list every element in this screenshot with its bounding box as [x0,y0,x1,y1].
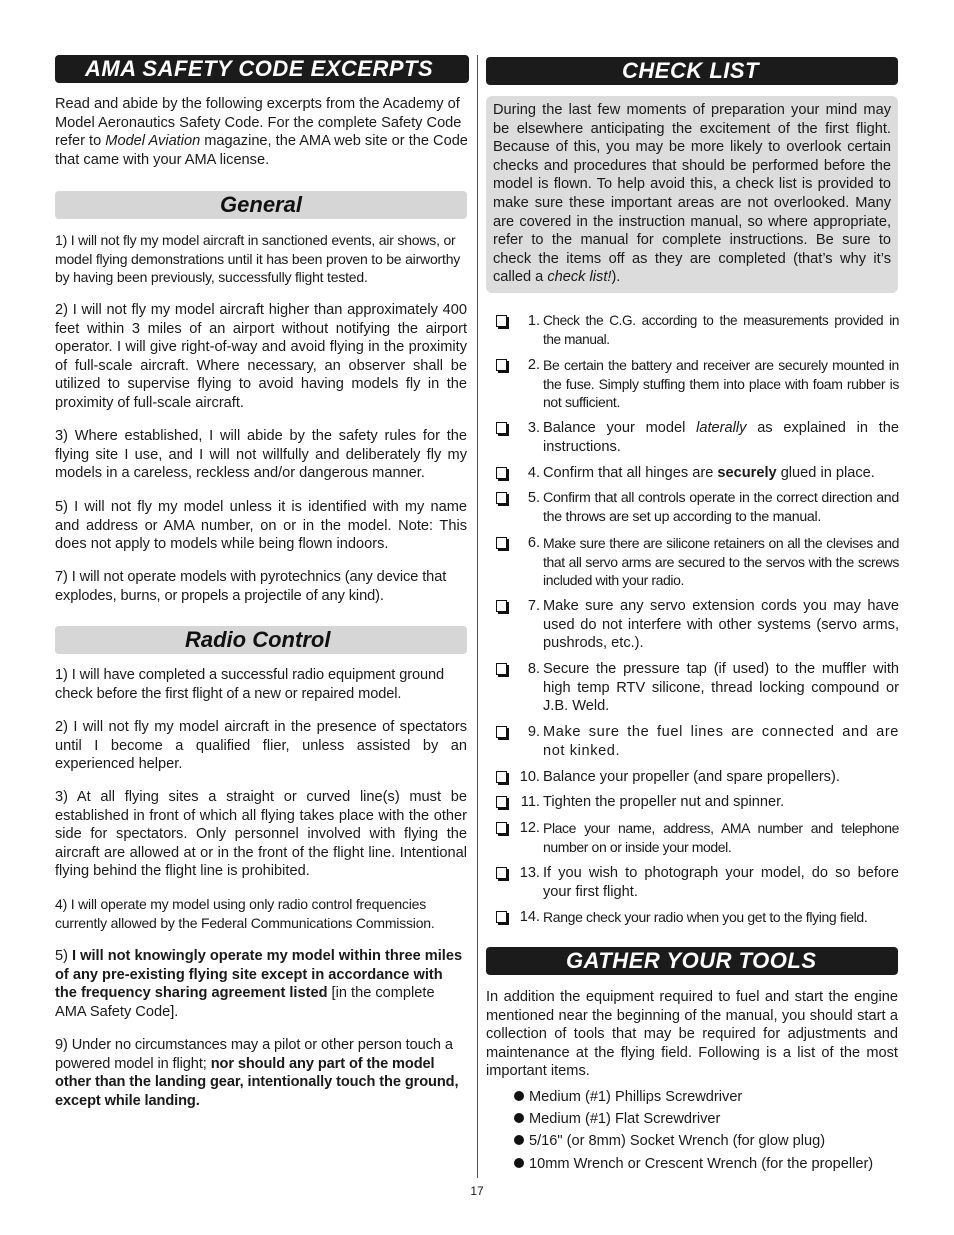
item-number: 11. [520,794,540,810]
item-number: 7. [527,598,540,614]
item-number: 2. [527,357,540,373]
item-text: Check the C.G. according to the measurements provided in the manual. [543,313,899,347]
tool-item-text: 10mm Wrench or Crescent Wrench (for the propeller) [529,1156,874,1172]
item-number: 3. [527,420,540,436]
item-number: 10. [519,769,540,785]
item-number: 8. [527,661,540,677]
item-text-emphasis: laterally [696,420,747,436]
bullet-icon [514,1113,524,1123]
checkbox-icon[interactable] [496,796,507,808]
item-text-pre: Balance your model [543,420,697,436]
checkbox-icon[interactable] [496,537,507,549]
item-text: Make sure the fuel lines are connected and are not kinked. [543,724,899,759]
item-text-post: glued in place. [776,465,875,481]
bullet-icon [514,1158,524,1168]
check-list-intro-text: During the last few moments of preparation your mind may be elsewhere anticipating the excitement of the first flight. Because of this, you may be more likely to overlook certain checks and procedures that should be performed before the model is flown. To help avoid this, a check list is provided to make sure these important areas are not overlooked. Many are covered in the instruction manual, so where appropriate, refer to the manual for complete instructions. Be sure to check the items off as they are completed (that’s why it’s called a [493,102,891,286]
item-text: Place your name, address, AMA number and telephone number on or inside your model. [543,820,899,855]
radio-rule-4: 4) I will operate my model using only radio control frequencies currently allowed by the Federal Communications Commission. [55,896,435,931]
checkbox-icon[interactable] [496,359,507,371]
item-text-pre: Confirm that all hinges are [543,465,718,481]
checkbox-icon[interactable] [496,867,507,879]
item-text-post: as explained in the instructions. [543,420,899,455]
item-number: 13. [519,865,540,881]
tool-item [514,1110,720,1129]
general-rule-1: 1) I will not fly my model aircraft in sanctioned events, air shows, or model flying demonstrations until it has been proven to be airworthy by having been previously, successfully flight tested. [55,232,461,286]
tools-intro: In addition the equipment required to fuel and start the engine mentioned near the beginning of the manual, you should start a collection of tools that may be required for adjustments and maintenance at the flying field. Following is a list of the most important items. [486,989,898,1080]
item-text [543,419,899,456]
item-text: Be certain the battery and receiver are securely mounted in the fuse. Simply stuffing them into place with foam rubber is not sufficient. [543,357,899,411]
tool-item-text: Medium (#1) Flat Screwdriver [529,1111,721,1127]
radio-rule-9-bold: nor should any part of the model other than the landing gear, intentionally touch the ground, except while landing. [55,1055,459,1109]
tool-item [514,1088,742,1107]
item-text: Make sure any servo extension cords you may have used do not interfere with other systems (servo arms, pushrods, etc.). [543,598,899,652]
ama-intro-text: Read and abide by the following excerpts from the Academy of Model Aeronautics Safety Code. For the complete Safety Code refer to [55,96,462,150]
tool-item-text: Medium (#1) Phillips Screwdriver [529,1089,743,1105]
item-text [543,464,899,483]
tool-item [514,1155,873,1174]
radio-rule-5 [55,947,467,1021]
checkbox-icon[interactable] [496,822,507,834]
item-number: 1. [527,313,540,329]
checkbox-icon[interactable] [496,422,507,434]
column-divider [477,55,478,1178]
general-rule-7: 7) I will not operate models with pyrotechnics (any device that explodes, burns, or propels a projectile of any kind). [55,569,447,604]
bullet-icon [514,1091,524,1101]
checkbox-icon[interactable] [496,492,507,504]
radio-rule-9-text: 9) Under no circumstances may a pilot or other person touch a powered model in flight; [55,1037,453,1072]
item-text: Balance your propeller (and spare propellers). [543,769,840,785]
item-number: 12. [519,820,540,836]
tool-item [514,1132,825,1151]
item-text: Secure the pressure tap (if used) to the muffler with high temp RTV silicone, thread locking compound or J.B. Weld. [543,661,899,715]
radio-rule-9 [55,1036,469,1110]
general-header: General [55,191,467,219]
item-text-bold: securely [717,465,777,481]
checkbox-icon[interactable] [496,315,507,327]
page-number: 17 [470,1184,484,1198]
item-number: 5. [527,490,540,506]
radio-rule-2: 2) I will not fly my model aircraft in the presence of spectators until I become a qualified flier, unless assisted by an experienced helper. [55,719,467,773]
checkbox-icon[interactable] [496,771,507,783]
checkbox-icon[interactable] [496,726,507,738]
item-text: If you wish to photograph your model, do so before your first flight. [543,865,899,900]
bullet-icon [514,1135,524,1145]
checkbox-icon[interactable] [496,663,507,675]
check-list-intro-end: ). [611,269,621,286]
item-number: 6. [527,535,540,551]
check-list-emphasis: check list! [547,269,612,286]
general-rule-3: 3) Where established, I will abide by the safety rules for the flying site I use, and I will not willfully and deliberately fly my models in a careless, reckless and/or dangerous manner. [55,428,467,482]
tool-item-text: 5/16" (or 8mm) Socket Wrench (for glow plug) [529,1133,826,1149]
item-text: Confirm that all controls operate in the correct direction and the throws are set up according to the manual. [543,490,899,525]
gather-tools-header: GATHER YOUR TOOLS [486,947,898,975]
general-rule-2: 2) I will not fly my model aircraft higher than approximately 400 feet within 3 miles of an airport without notifying the airport operator. I will give right-of-way and avoid flying in the proximity of full-scale aircraft. Where necessary, an observer shall be utilized to supervise flying to avoid having models fly in the proximity of full-scale aircraft. [55,302,467,411]
checkbox-icon[interactable] [496,467,507,479]
check-list-header: CHECK LIST [486,57,898,85]
ama-intro-text-end: magazine, the AMA web site or the Code that came with your AMA license. [55,133,468,168]
radio-rule-3: 3) At all flying sites a straight or curved line(s) must be established in front of which all flying takes place with the other side for spectators. Only personnel involved with flying the aircraft are allowed at or in the front of the flight line. Intentional flying behind the flight line is prohibited. [55,789,467,880]
item-number: 14. [519,909,540,925]
item-text: Range check your radio when you get to the flying field. [543,909,868,925]
ama-intro [55,95,469,169]
radio-rule-5-number: 5) [55,948,73,964]
item-number: 4. [527,465,540,481]
item-number: 9. [527,724,540,740]
model-aviation-title: Model Aviation [105,133,201,150]
general-rule-5: 5) I will not fly my model unless it is identified with my name and address or AMA number, on or in the model. Note: This does not apply to models while being flown indoors. [55,499,467,553]
item-text: Make sure there are silicone retainers on all the clevises and that all servo arms are secured to the servos with the screws included with your radio. [543,535,899,589]
checkbox-icon[interactable] [496,911,507,923]
item-text: Tighten the propeller nut and spinner. [543,794,785,810]
radio-rule-5-bold: I will not knowingly operate my model within three miles of any pre-existing flying site except in accordance with the frequency sharing agreement listed [55,948,463,1002]
radio-control-header: Radio Control [55,626,467,654]
ama-safety-code-header: AMA SAFETY CODE EXCERPTS [55,55,469,83]
radio-rule-5-rest: [in the complete AMA Safety Code]. [55,985,435,1020]
check-list-intro [486,96,898,293]
radio-rule-1: 1) I will have completed a successful radio equipment ground check before the first flight of a new or repaired model. [55,667,445,702]
checkbox-icon[interactable] [496,600,507,612]
